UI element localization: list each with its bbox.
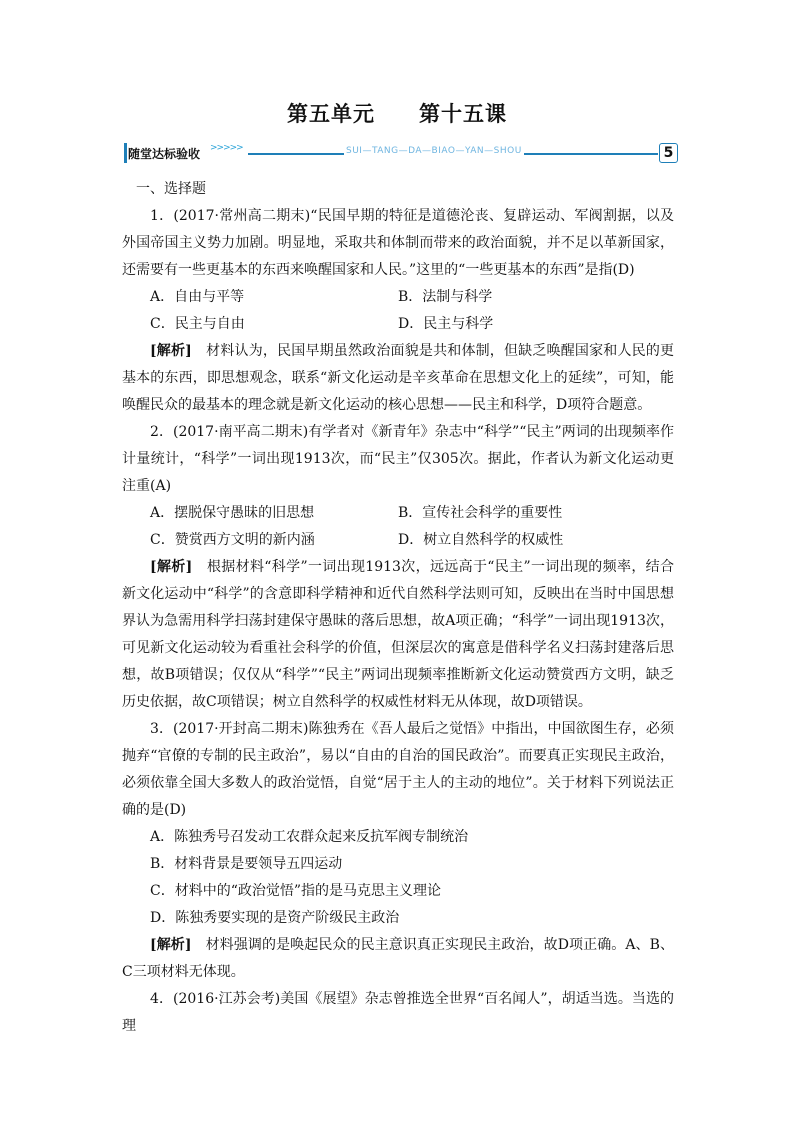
q2-option-c: C．赞赏西方文明的新内涵 bbox=[150, 532, 315, 548]
section-banner bbox=[124, 143, 680, 163]
q1-option-a: A．自由与平等 bbox=[150, 289, 245, 305]
question-content bbox=[122, 176, 674, 1040]
question-4-stem: 4．(2016·江苏会考)美国《展望》杂志曾推选全世界“百名闻人”，胡适当选。当选的理 bbox=[122, 991, 674, 1034]
q1-option-c: C．民主与自由 bbox=[150, 316, 245, 332]
analysis-tag: [解析] bbox=[150, 937, 192, 953]
question-1-stem: 1．(2017·常州高二期末)“民国早期的特征是道德沦丧、复辟运动、军阀割据，以及外国帝国主义势力加剧。明显地，采取共和体制而带来的政治面貌，并不足以革新国家，还需要有一些更基本的东西来唤醒国家和人民。”这里的“一些更基本的东西”是指(D) bbox=[122, 208, 674, 278]
question-2-options-row-1 bbox=[122, 500, 674, 527]
banner-accent-bar bbox=[124, 143, 127, 163]
banner-label: 随堂达标验收 bbox=[128, 147, 201, 161]
q3-option-d: D．陈独秀要实现的是资产阶级民主政治 bbox=[150, 910, 400, 926]
question-1-options-row-1 bbox=[122, 284, 674, 311]
page-title bbox=[0, 98, 794, 128]
q3-option-b: B．材料背景是要领导五四运动 bbox=[150, 856, 343, 872]
question-1-analysis bbox=[122, 338, 674, 419]
section-heading: 一、选择题 bbox=[136, 181, 206, 197]
q2-option-b: B．宣传社会科学的重要性 bbox=[398, 505, 563, 521]
q2-option-a: A．摆脱保守愚昧的旧思想 bbox=[150, 505, 315, 521]
question-1-options-row-2 bbox=[122, 311, 674, 338]
analysis-tag: [解析] bbox=[150, 559, 193, 575]
analysis-tag: [解析] bbox=[150, 343, 192, 359]
banner-pinyin: SUI—TANG—DA—BIAO—YAN—SHOU bbox=[346, 146, 522, 156]
q1-option-b: B．法制与科学 bbox=[398, 289, 493, 305]
question-3-stem: 3．(2017·开封高二期末)陈独秀在《吾人最后之觉悟》中指出，中国欲图生存，必须抛弃“官僚的专制的民主政治”，易以“自由的自治的国民政治”。而要真正实现民主政治，必须依靠全国大多数人的政治觉悟，自觉“居于主人的主动的地位”。关于材料下列说法正确的是(D) bbox=[122, 721, 674, 818]
analysis-text: 根据材料“科学”一词出现1913次，远远高于“民主”一词出现的频率，结合新文化运动中“科学”的含意即科学精神和近代自然科学法则可知，反映出在当时中国思想界认为急需用科学扫荡封建保守愚昧的落后思想，故A项正确；“科学”一词出现1913次，可见新文化运动较为看重社会科学的价值，但深层次的寓意是借科学名义扫荡封建落后思想，故B项错误；仅仅从“科学”“民主”两词出现频率推断新文化运动赞赏西方文明，缺乏历史依据，故C项错误；树立自然科学的权威性材料无从体现，故D项错误。 bbox=[122, 559, 674, 710]
q1-option-d: D．民主与科学 bbox=[398, 316, 494, 332]
analysis-text: 材料认为，民国早期虽然政治面貌是共和体制，但缺乏唤醒国家和人民的更基本的东西，即思想观念，联系“新文化运动是辛亥革命在思想文化上的延续”，可知，能唤醒民众的最基本的理念就是新文化运动的核心思想——民主和科学，D项符合题意。 bbox=[122, 343, 674, 413]
question-3-analysis bbox=[122, 932, 674, 986]
analysis-text: 材料强调的是唤起民众的民主意识真正实现民主政治，故D项正确。A、B、C三项材料无体现。 bbox=[122, 937, 674, 980]
lesson-title: 第十五课 bbox=[419, 101, 507, 126]
q3-option-c: C．材料中的“政治觉悟”指的是马克思主义理论 bbox=[150, 883, 442, 899]
q2-option-d: D．树立自然科学的权威性 bbox=[398, 532, 564, 548]
page-number-badge: 5 bbox=[659, 143, 678, 163]
question-2-options-row-2 bbox=[122, 527, 674, 554]
q3-option-a: A．陈独秀号召发动工农群众起来反抗军阀专制统治 bbox=[150, 829, 469, 845]
question-2-analysis bbox=[122, 554, 674, 716]
unit-title: 第五单元 bbox=[287, 101, 375, 126]
banner-arrows: >>>>> bbox=[210, 143, 243, 153]
question-2-stem: 2．(2017·南平高二期末)有学者对《新青年》杂志中“科学”“民主”两词的出现频率作计量统计，“科学”一词出现1913次，而“民主”仅305次。据此，作者认为新文化运动更注重(A) bbox=[122, 424, 674, 494]
